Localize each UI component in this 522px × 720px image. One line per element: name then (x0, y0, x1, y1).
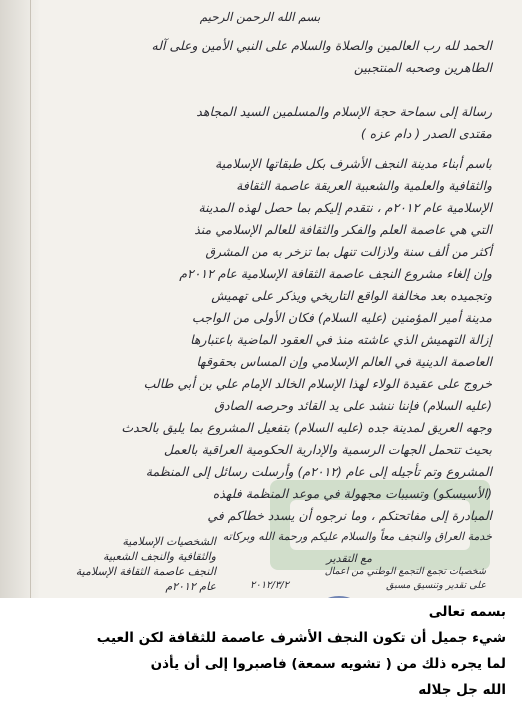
body-line: بحيث تتحمل الجهات الرسمية والإدارية الحكومية العراقية بالعمل (163, 442, 492, 457)
caption-line: الله جل جلاله (418, 682, 506, 698)
addressee-line: مقتدى الصدر ( دام عزه ) (360, 126, 492, 141)
body-line: وتجميده بعد مخالفة الواقع التاريخي ويذكر على تهميش (211, 288, 492, 303)
body-line: وإن إلغاء مشروع النجف عاصمة الثقافة الإسلامية عام ٢٠١٢م (179, 266, 492, 281)
body-line: باسم أبناء مدينة النجف الأشرف بكل طبقاتها الإسلامية (215, 156, 492, 171)
caption-line: لما يجره ذلك من ( تشويه سمعة) فاصبروا إلى أن يأذن (150, 656, 506, 672)
body-line: التي هي عاصمة العلم والفكر والثقافة للعالم الإسلامي منذ (194, 222, 492, 237)
body-line: الإسلامية عام ٢٠١٢م ، نتقدم إليكم بما حصل لهذه المدينة (198, 200, 492, 215)
page-fold-shadow (0, 0, 40, 598)
signature-note-line: على تقدير وتنسيق مسبق (386, 580, 486, 591)
body-line: (الأسيسكو) وتسببات مجهولة في موعد المنظمة فلهذه (212, 486, 492, 501)
signature-line: والثقافية والنجف الشعبية (102, 550, 216, 563)
opening-line: الطاهرين وصحبه المنتجبين (353, 60, 492, 75)
body-line: إزالة التهميش الذي عاشته منذ في العقود الماضية باعتبارها (190, 332, 492, 347)
signature-line: الشخصيات الإسلامية (122, 535, 216, 548)
basmala: بسم الله الرحمن الرحيم (199, 10, 321, 24)
body-line: خدمة العراق والنجف معاً والسلام عليكم ورحمة الله وبركاته (222, 530, 492, 543)
stamp-date: ٢٠١٢/٣/٢ (250, 580, 289, 591)
page-margin-line (30, 0, 31, 598)
caption-line: شيء جميل أن تكون النجف الأشرف عاصمة للثقافة لكن العيب (96, 630, 506, 646)
signature-line: عام ٢٠١٢م (165, 580, 216, 593)
addressee-line: رسالة إلى سماحة حجة الإسلام والمسلمين السيد المجاهد (196, 104, 492, 119)
caption-panel (0, 598, 522, 720)
body-line: المشروع وتم تأجيله إلى عام (٢٠١٢م) وأرسلت رسائل إلى المنظمة (145, 464, 492, 479)
body-line: مدينة أمير المؤمنين (عليه السلام) فكان الأولى من الواجب (191, 310, 492, 325)
body-line: العاصمة الدينية في العالم الإسلامي وإن المساس بحقوقها (196, 354, 492, 369)
body-line: والثقافية والعلمية والشعبية العريقة عاصمة الثقافة (236, 178, 492, 193)
body-line: خروج على عقيدة الولاء لهذا الإسلام الخالد الإمام علي بن أبي طالب (143, 376, 492, 391)
signature-note-line: شخصيات تجمع التجمع الوطني من اعمال (324, 566, 486, 577)
body-line: أكثر من ألف سنة ولازالت تنهل بما تزخر به من المشرق (205, 244, 492, 259)
body-line: وجهه العريق لمدينة جده (عليه السلام) بتفعيل المشروع بما يليق بالحدث (121, 420, 492, 435)
closing-line: مع التقدير (326, 552, 372, 565)
caption-line: بسمه تعالى (428, 604, 506, 620)
signature-block (36, 534, 216, 594)
signature-line: النجف عاصمة الثقافة الإسلامية (75, 565, 216, 578)
body-line: (عليه السلام) فإننا ننشد على يد القائد وحرصه الصادق (214, 398, 492, 413)
opening-line: الحمد لله رب العالمين والصلاة والسلام على النبي الأمين وعلى آله (151, 38, 492, 53)
body-line: المبادرة إلى مفاتحتكم ، وما نرجوه أن يسدد خطاكم في (207, 508, 492, 523)
